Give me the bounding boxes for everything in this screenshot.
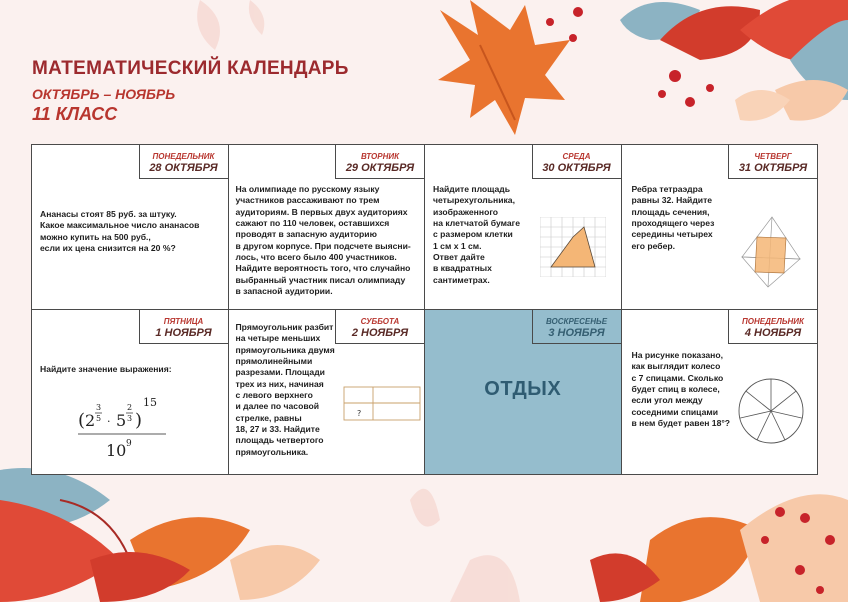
exponent-1-denominator: 5 xyxy=(96,414,102,423)
date: 2 НОЯБРЯ xyxy=(351,327,409,339)
task-line: с размером клетки xyxy=(433,229,513,240)
day-label xyxy=(532,145,621,179)
task-line: можно купить на 500 руб., xyxy=(40,231,151,242)
task-text xyxy=(236,184,411,297)
weekday: ЧЕТВЕРГ xyxy=(754,152,792,161)
task-line: стрелке, равны xyxy=(235,412,302,423)
tetrahedron-figure xyxy=(732,213,810,291)
date: 1 НОЯБРЯ xyxy=(155,327,212,339)
date: 29 ОКТЯБРЯ xyxy=(345,162,415,174)
task-line: аудиториям. В первых двух аудиториях xyxy=(235,206,408,217)
task-line: в квадратных xyxy=(433,263,492,274)
task-line: На олимпиаде по русскому языку xyxy=(235,184,380,194)
wheel-spoke xyxy=(745,391,770,411)
date: 28 ОКТЯБРЯ xyxy=(149,162,218,174)
wheel-spoke xyxy=(771,391,796,411)
wheel-spoke xyxy=(757,411,771,440)
task-line: и далее по часовой xyxy=(235,401,320,412)
task-line: в запасной аудитории. xyxy=(235,286,333,297)
day-cell-oct-30 xyxy=(425,145,622,310)
task-line: на четыре меньших xyxy=(235,333,321,344)
exponent-2-numerator: 2 xyxy=(127,403,133,412)
rest-day-label: ОТДЫХ xyxy=(484,378,562,400)
task-line: Прямоугольник разбит xyxy=(235,322,334,332)
date: 3 НОЯБРЯ xyxy=(548,327,605,339)
task-line: На рисунке показано, xyxy=(631,350,724,360)
task-line: если их цена снизится на 20 %? xyxy=(40,243,176,254)
task-line: Ананасы стоят 85 руб. за штуку. xyxy=(40,209,177,219)
task-line: площадь четвертого xyxy=(235,435,324,446)
weekday: ВОСКРЕСЕНЬЕ xyxy=(545,317,608,326)
task-line: Какое максимальное число ананасов xyxy=(40,220,200,231)
weekday: СРЕДА xyxy=(562,152,591,161)
calendar-grid xyxy=(31,144,818,475)
task-line: с 7 спицами. Сколько xyxy=(631,372,724,383)
task-line: лось, что всего было 400 участников. xyxy=(235,252,397,263)
day-cell-oct-29 xyxy=(229,145,426,310)
task-line: площадь сечения, xyxy=(631,206,710,217)
divided-rectangle-figure xyxy=(343,386,421,422)
base-2: 5 xyxy=(116,411,127,430)
task-line: 1 см х 1 см. xyxy=(433,240,482,251)
task-line: как выглядит колесо xyxy=(631,361,721,372)
task-line: прямоугольника. xyxy=(235,446,309,457)
task-line: соседними спицами xyxy=(631,406,718,417)
task-line: разрезами. Площади xyxy=(235,367,325,378)
task-text xyxy=(40,209,199,254)
day-label xyxy=(139,310,228,344)
date: 31 ОКТЯБРЯ xyxy=(738,162,808,174)
unknown-area-mark: ? xyxy=(356,409,361,418)
section-shape xyxy=(755,237,786,273)
day-label xyxy=(728,145,817,179)
multiplication-dot: · xyxy=(107,415,111,428)
page-title: МАТЕМАТИЧЕСКИЙ КАЛЕНДАРЬ xyxy=(32,58,349,79)
task-line: середины четырех xyxy=(631,229,713,240)
task-text xyxy=(236,322,335,458)
svg-text:): ) xyxy=(135,410,143,431)
base-1: 2 xyxy=(85,411,96,430)
task-line: с левого верхнего xyxy=(235,390,313,401)
day-cell-oct-28 xyxy=(32,145,229,310)
task-line: четырехугольника, xyxy=(433,195,515,206)
task-text xyxy=(632,350,731,429)
task-line: изображенного xyxy=(433,206,499,217)
grade-subtitle: 11 КЛАСС xyxy=(32,104,118,124)
day-cell-nov-1 xyxy=(32,310,229,475)
task-text xyxy=(433,184,520,286)
leaf-cluster-icon xyxy=(0,468,320,602)
exponent-2-denominator: 3 xyxy=(127,414,133,423)
task-line: будет спиц в колесе, xyxy=(631,384,720,395)
wheel-spoke xyxy=(739,411,770,418)
faint-leaf-icon xyxy=(410,489,520,602)
day-label xyxy=(532,310,621,344)
task-line: Ребра тетраэдра xyxy=(631,184,703,194)
day-label xyxy=(728,310,817,344)
weekday: ВТОРНИК xyxy=(360,152,400,161)
task-line: прямолинейными xyxy=(235,356,313,367)
outer-exponent: 15 xyxy=(143,396,157,409)
task-line: в нем будет равен 18°? xyxy=(631,418,731,429)
task-line: прямоугольника двумя xyxy=(235,344,335,355)
leaf-cluster-icon xyxy=(590,494,848,602)
task-line: его ребер. xyxy=(631,240,676,251)
weekday: ПЯТНИЦА xyxy=(163,317,204,326)
leaf-cluster-icon xyxy=(620,0,848,121)
task-line: трех из них, начиная xyxy=(235,378,324,389)
date: 4 НОЯБРЯ xyxy=(744,327,802,339)
task-line: в другом корпусе. При подсчете выясни- xyxy=(235,240,411,251)
wheel-spoke xyxy=(771,411,802,418)
weekday: СУББОТА xyxy=(360,317,400,326)
denominator-base: 10 xyxy=(106,441,127,460)
faint-leaf-icon xyxy=(197,0,264,50)
power-expression-formula xyxy=(76,392,176,462)
task-line: Найдите значение выражения: xyxy=(40,364,172,374)
wheel-figure xyxy=(736,376,806,446)
task-line: Найдите площадь xyxy=(433,184,511,194)
date: 30 ОКТЯБРЯ xyxy=(542,162,611,174)
task-line: равны 32. Найдите xyxy=(631,195,713,206)
exponent-1-numerator: 3 xyxy=(96,403,102,412)
day-label xyxy=(139,145,228,179)
day-label xyxy=(335,145,424,179)
svg-text:(: ( xyxy=(78,410,86,431)
task-text xyxy=(40,364,172,375)
task-line: Ответ дайте xyxy=(433,252,485,263)
task-line: на клетчатой бумаге xyxy=(433,218,521,229)
task-line: участников рассаживают по трем xyxy=(235,195,380,206)
denominator-exponent: 9 xyxy=(126,439,132,449)
day-label xyxy=(335,310,424,344)
day-cell-nov-4 xyxy=(622,310,819,475)
wheel-spoke xyxy=(771,411,785,440)
page-header xyxy=(32,58,349,125)
day-cell-nov-2 xyxy=(229,310,426,475)
grid-quadrilateral-figure xyxy=(540,217,606,277)
day-cell-oct-31 xyxy=(622,145,819,310)
task-line: если угол между xyxy=(631,395,703,406)
weekday: ПОНЕДЕЛЬНИК xyxy=(742,317,804,326)
task-line: Найдите вероятность того, что случайно xyxy=(235,263,411,274)
task-line: сажают по 110 человек, оставшихся xyxy=(235,218,390,229)
months-subtitle: ОКТЯБРЬ – НОЯБРЬ xyxy=(32,86,176,102)
task-line: сантиметрах. xyxy=(433,274,490,285)
day-cell-nov-3 xyxy=(425,310,622,475)
task-text xyxy=(632,184,715,252)
weekday: ПОНЕДЕЛЬНИК xyxy=(152,152,215,161)
task-line: выбранный участник писал олимпиаду xyxy=(235,274,406,285)
task-line: проводят в запасную аудиторию xyxy=(235,229,377,240)
task-line: 18, 27 и 33. Найдите xyxy=(235,424,320,435)
task-line: проходящего через xyxy=(631,218,715,229)
